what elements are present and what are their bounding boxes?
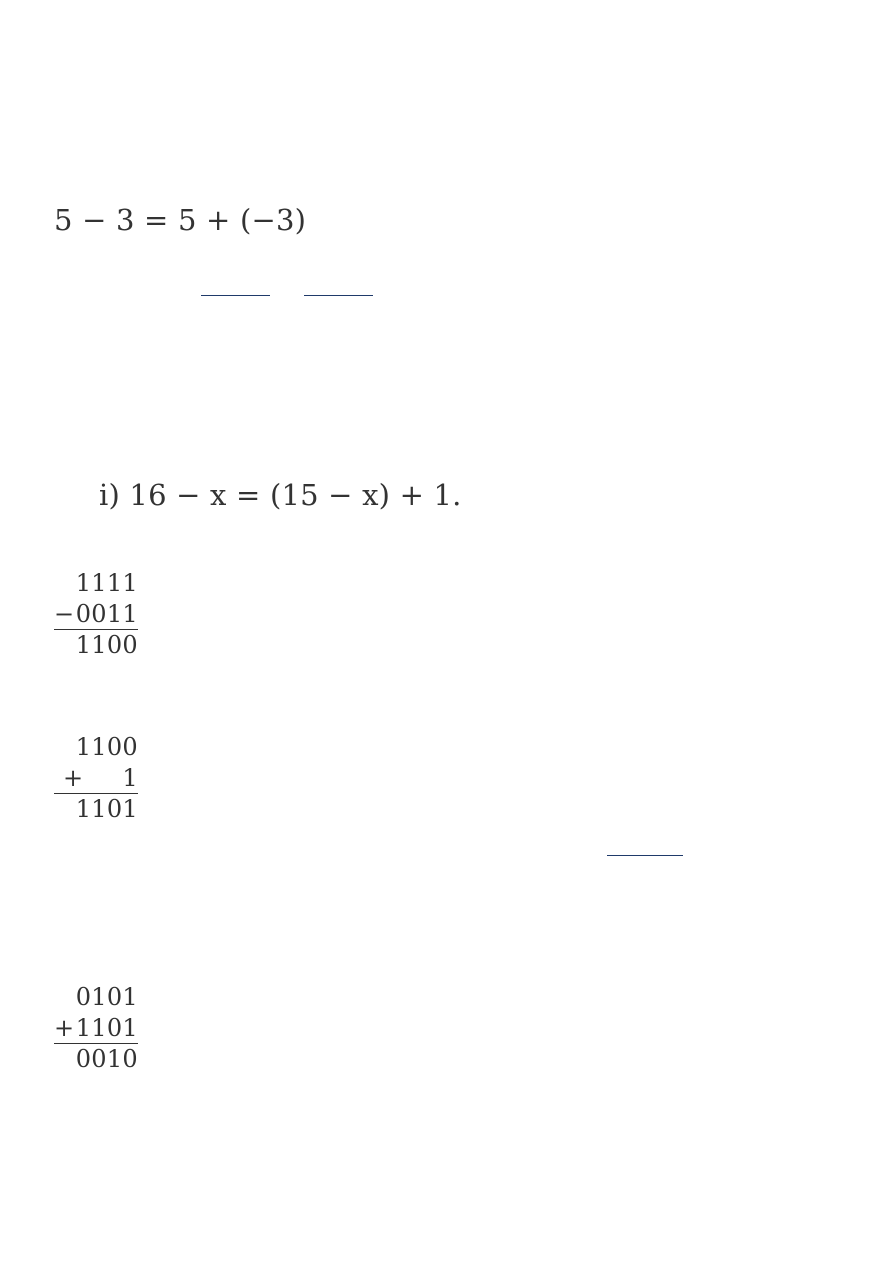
increment-block <box>54 732 138 825</box>
subtraction-top: 1111 <box>75 569 138 597</box>
increment-result: 1101 <box>75 795 138 823</box>
addition-operator: + <box>54 1014 75 1042</box>
blank-line-3 <box>607 855 683 856</box>
equation-i <box>99 478 462 512</box>
subtraction-bottom: 0011 <box>75 600 138 628</box>
blank-line-1 <box>201 295 270 296</box>
equation-i-label: i) <box>99 478 120 512</box>
increment-top: 1100 <box>75 733 138 761</box>
addition-result: 0010 <box>75 1045 138 1073</box>
addition-block <box>54 982 138 1075</box>
blank-line-2 <box>304 295 373 296</box>
equation-i-text: 16 − x = (15 − x) + 1. <box>129 478 462 512</box>
subtraction-block <box>54 568 138 661</box>
increment-bottom: 1 <box>122 764 138 792</box>
subtraction-result: 1100 <box>75 631 138 659</box>
subtraction-operator: − <box>54 600 75 628</box>
increment-operator: + <box>63 764 84 792</box>
addition-bottom: 1101 <box>75 1014 138 1042</box>
equation-main: 5 − 3 = 5 + (−3) <box>54 203 307 237</box>
addition-top: 0101 <box>75 983 138 1011</box>
